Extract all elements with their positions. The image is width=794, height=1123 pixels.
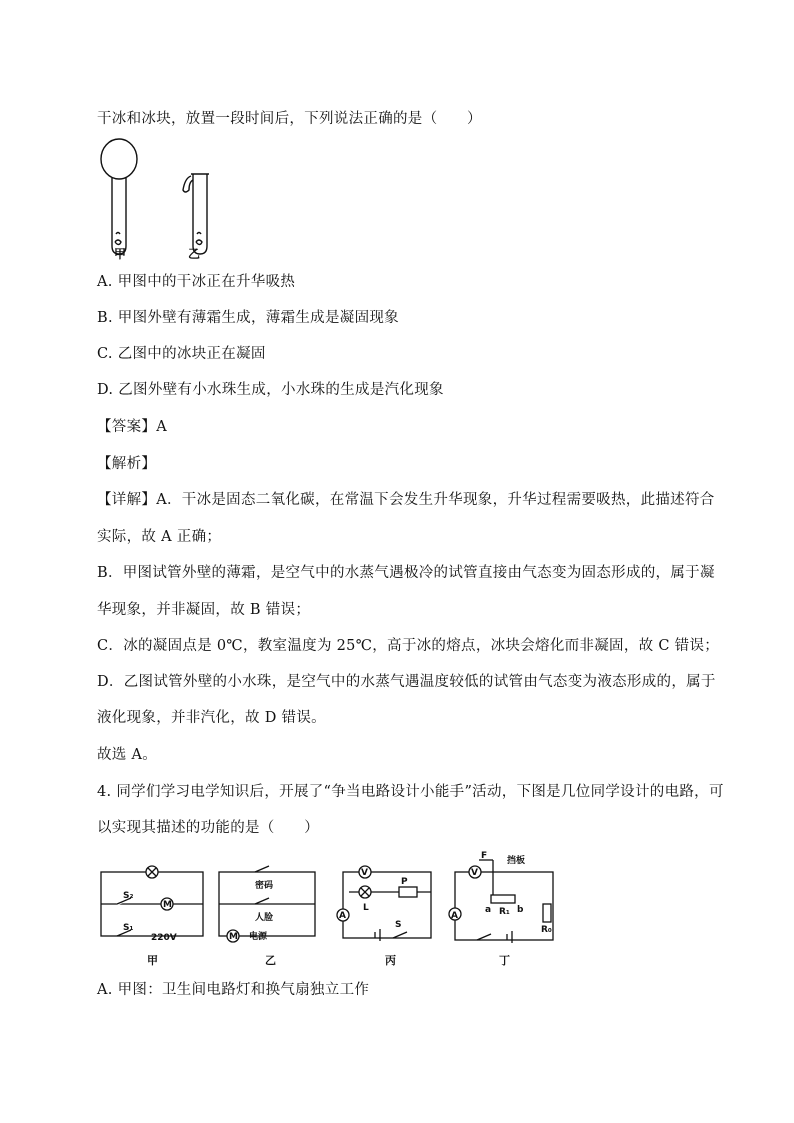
label-ding: 丁 bbox=[499, 954, 510, 967]
label-power: 电源 bbox=[249, 932, 268, 942]
option-c: C. 乙图中的冰块正在凝固 bbox=[97, 346, 266, 362]
label-r0: R₀ bbox=[541, 925, 552, 935]
option-d: D. 乙图外壁有小水珠生成，小水珠的生成是汽化现象 bbox=[97, 382, 444, 398]
question-stem: 干冰和冰块，放置一段时间后，下列说法正确的是（ ） bbox=[97, 111, 482, 127]
label-slider: P bbox=[401, 877, 408, 887]
label-bing: 丙 bbox=[385, 954, 396, 967]
figure-label-yi: 乙 bbox=[188, 247, 201, 261]
figure-label-jia: 甲 bbox=[114, 247, 127, 261]
analysis-heading: 【解析】 bbox=[97, 456, 157, 472]
option-b: B. 甲图外壁有薄霜生成，薄霜生成是凝固现象 bbox=[97, 310, 399, 326]
circuit-bing bbox=[337, 866, 431, 941]
label-jia: 甲 bbox=[147, 954, 158, 967]
question4-stem: 以实现其描述的功能的是（ ） bbox=[97, 820, 319, 836]
label-a-ding: A bbox=[451, 911, 458, 921]
answer: 【答案】A bbox=[97, 419, 167, 435]
label-motor-yi: M bbox=[229, 932, 238, 942]
analysis-line: 【详解】A．干冰是固态二氧化碳，在常温下会发生升华现象，升华过程需要吸热，此描述符合 bbox=[97, 492, 715, 508]
label-motor-jia: M bbox=[163, 900, 172, 910]
question4-option-a: A. 甲图：卫生间电路灯和换气扇独立工作 bbox=[97, 982, 370, 998]
circuit-diagrams bbox=[97, 848, 567, 970]
circuit-ding bbox=[449, 860, 553, 943]
label-v-ding: V bbox=[471, 868, 478, 878]
analysis-line: B．甲图试管外壁的薄霜，是空气中的水蒸气遇极冷的试管直接由气态变为固态形成的，属于凝 bbox=[97, 565, 715, 581]
label-v-bing: V bbox=[361, 868, 368, 878]
label-password: 密码 bbox=[255, 881, 274, 891]
analysis-line: 华现象，并非凝固，故 B 错误； bbox=[97, 602, 311, 618]
label-yi: 乙 bbox=[265, 954, 276, 967]
circuit-jia bbox=[101, 866, 203, 936]
label-switch: S bbox=[395, 920, 402, 930]
analysis-line: 实际，故 A 正确； bbox=[97, 529, 222, 545]
circuit-yi bbox=[219, 866, 315, 942]
label-baffle: 挡板 bbox=[507, 856, 526, 866]
label-voltage: 220V bbox=[151, 933, 177, 943]
label-s1: S₁ bbox=[123, 923, 134, 933]
analysis-line: C．冰的凝固点是 0℃，教室温度为 25℃，高于冰的熔点，冰块会熔化而非凝固，故 C 错误； bbox=[97, 638, 720, 654]
label-a-bing: A bbox=[339, 911, 346, 921]
analysis-line: D．乙图试管外壁的小水珠，是空气中的水蒸气遇温度较低的试管由气态变为液态形成的，属于 bbox=[97, 674, 716, 690]
label-b: b bbox=[517, 905, 524, 915]
conclusion: 故选 A。 bbox=[97, 747, 158, 763]
tube-yi-illustration bbox=[183, 174, 209, 254]
tube-jia-illustration bbox=[101, 139, 137, 254]
question4-stem: 4. 同学们学习电学知识后，开展了“争当电路设计小能手”活动，下图是几位同学设计的电路，可 bbox=[97, 784, 724, 800]
label-lamp: L bbox=[363, 903, 369, 913]
label-s2: S₂ bbox=[123, 891, 134, 901]
label-force: F bbox=[481, 851, 488, 861]
label-a: a bbox=[485, 905, 492, 915]
analysis-line: 液化现象，并非汽化，故 D 错误。 bbox=[97, 710, 326, 726]
option-a: A. 甲图中的干冰正在升华吸热 bbox=[97, 274, 296, 290]
label-r1: R₁ bbox=[499, 907, 510, 917]
label-face: 人脸 bbox=[255, 913, 274, 923]
